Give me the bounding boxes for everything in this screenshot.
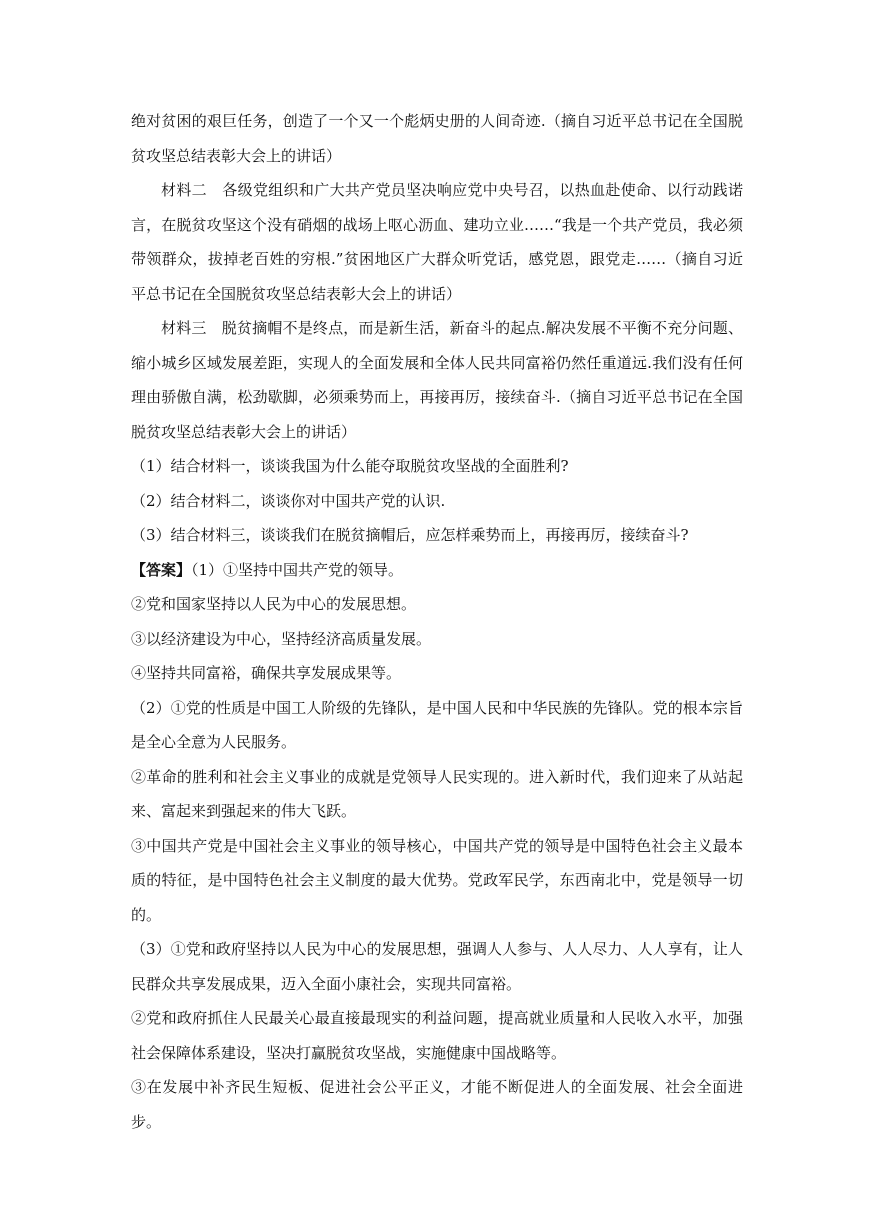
- answer-line-2: ②党和国家坚持以人民为中心的发展思想。: [131, 595, 417, 613]
- answer-text: （1）①坚持中国共产党的领导。: [191, 560, 404, 579]
- answer-line-3: ③以经济建设为中心，坚持经济高质量发展。: [131, 629, 432, 648]
- answer-line-9: ②党和政府抓住人民最关心最直接最现实的利益问题，提高就业质量和人民收入水平，加强社会保障体系建设，坚决打赢脱贫攻坚战，实施健康中国战略等。: [131, 1009, 743, 1062]
- answer-line-7: ③中国共产党是中国社会主义事业的领导核心，中国共产党的领导是中国特色社会主义最本质的特征，是中国特色社会主义制度的最大优势。党政军民学，东西南北中，党是领导一切的。: [131, 836, 743, 924]
- question-1: （1）结合材料一，谈谈我国为什么能夺取脱贫攻坚战的全面胜利?: [131, 457, 569, 475]
- material-two: 材料二 各级党组织和广大共产党员坚决响应党中央号召，以热血赴使命、以行动践诺言，在脱贫攻坚这个没有硝烟的战场上呕心沥血、建功立业……“我是一个共产党员，我必须带领群众，拔掉老百姓的穷根.”贫困地区广大群众听党话，感党恩，跟党走……（摘自习近平总书记在全国脱贫攻坚总结表彰大会上的讲话）: [131, 181, 743, 303]
- document-body: [131, 104, 743, 1139]
- answer-line-4: ④坚持共同富裕，确保共享发展成果等。: [131, 664, 402, 682]
- answer-line-6: ②革命的胜利和社会主义事业的成就是党领导人民实现的。进入新时代，我们迎来了从站起来、富起来到强起来的伟大飞跃。: [131, 767, 743, 820]
- answer-line-5: （2）①党的性质是中国工人阶级的先锋队，是中国人民和中华民族的先锋队。党的根本宗旨是全心全意为人民服务。: [131, 698, 743, 751]
- material-three: 材料三 脱贫摘帽不是终点，而是新生活，新奋斗的起点.解决发展不平衡不充分问题、缩小城乡区域发展差距，实现人的全面发展和全体人民共同富裕仍然任重道远.我们没有任何理由骄傲自满，松劲歇脚，必须乘势而上，再接再厉，接续奋斗.（摘自习近平总书记在全国脱贫攻坚总结表彰大会上的讲话）: [131, 319, 743, 441]
- material-one-tail: 绝对贫困的艰巨任务，创造了一个又一个彪炳史册的人间奇迹.（摘自习近平总书记在全国脱贫攻坚总结表彰大会上的讲话）: [131, 112, 743, 165]
- answer-line-10: ③在发展中补齐民生短板、促进社会公平正义，才能不断促进人的全面发展、社会全面进步。: [131, 1078, 743, 1131]
- answer-label: 【答案】: [131, 560, 192, 579]
- question-3: （3）结合材料三，谈谈我们在脱贫摘帽后，应怎样乘势而上，再接再厉，接续奋斗?: [131, 526, 689, 544]
- answer-line-1: [131, 553, 743, 588]
- question-2: （2）结合材料二，谈谈你对中国共产党的认识.: [131, 491, 446, 510]
- answer-line-8: （3）①党和政府坚持以人民为中心的发展思想，强调人人参与、人人尽力、人人享有，让人民群众共享发展成果，迈入全面小康社会，实现共同富裕。: [131, 940, 743, 993]
